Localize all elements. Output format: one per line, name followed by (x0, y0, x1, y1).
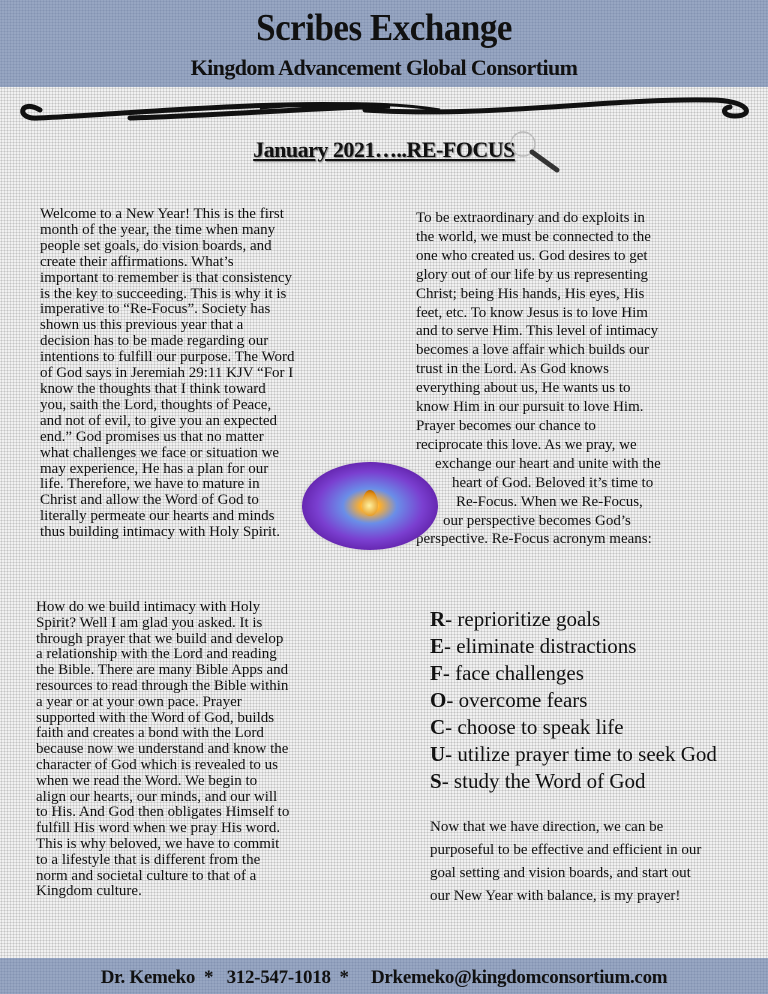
text-line: Now that we have direction, we can be (430, 819, 664, 835)
text-line: know Him in our pursuit to love Him. (416, 399, 644, 416)
issue-title: January 2021…..RE-FOCUS (253, 137, 515, 162)
text-line: feet, etc. To know Jesus is to love Him (416, 304, 648, 321)
text-line: trust in the Lord. As God knows (416, 361, 609, 378)
right-paragraph-2 (430, 816, 701, 908)
text-line: Prayer becomes our chance to (416, 417, 596, 434)
text-line: when we read the Word. We begin to (36, 772, 258, 789)
text-line: the world, we must be connected to the (416, 228, 651, 245)
acronym-letter: U (430, 742, 446, 766)
text-line: This is why beloved, we have to commit (36, 835, 280, 852)
acronym-text: - choose to speak life (445, 715, 624, 739)
text-line: Kingdom culture. (36, 883, 142, 900)
text-line: Christ and allow the Word of God to (40, 492, 259, 509)
text-line: norm and societal culture to that of a (36, 867, 257, 884)
text-line: Spirit? Well I am glad you asked. It is (36, 614, 263, 631)
text-line: Re-Focus. When we Re-Focus, (456, 493, 643, 510)
globe-flame-image (302, 462, 438, 550)
text-line: may experience, He has a plan for our (40, 460, 269, 477)
text-line: and not of evil, to give you an expected (40, 412, 278, 429)
text-line: what challenges we face or situation we (40, 444, 280, 461)
acronym-item (430, 768, 717, 795)
text-line: Christ; being His hands, His eyes, His (416, 285, 645, 302)
text-line: and to serve Him. This level of intimacy (416, 323, 659, 340)
text-line: reciprocate this love. As we pray, we (416, 436, 637, 453)
text-line: intentions to fulfill our purpose. The Word (40, 349, 295, 366)
acronym-item (430, 714, 717, 741)
text-line: end.” God promises us that no matter (40, 428, 264, 445)
text-line: perspective. Re-Focus acronym means: (416, 531, 652, 548)
acronym-text: - face challenges (442, 661, 584, 685)
text-line: supported with the Word of God, builds (36, 709, 275, 726)
left-paragraph-1 (40, 207, 294, 541)
text-line: How do we build intimacy with Holy (36, 599, 261, 615)
text-line: character of God which is revealed to us (36, 756, 278, 773)
footer-band (0, 958, 768, 994)
text-line: everything about us, He wants us to (416, 380, 631, 397)
text-line: month of the year, the time when many (40, 221, 276, 238)
text-line: through prayer that we build and develop (36, 630, 284, 647)
text-line: you, saith the Lord, thoughts of Peace, (40, 396, 272, 413)
text-line: heart of God. Beloved it’s time to (452, 474, 654, 491)
acronym-letter: R (430, 607, 446, 631)
acronym-item (430, 633, 717, 660)
acronym-letter: S (430, 769, 442, 793)
text-line: To be extraordinary and do exploits in (416, 210, 645, 226)
text-line: a relationship with the Lord and reading (36, 646, 277, 663)
left-paragraph-2 (36, 600, 289, 900)
acronym-letter: O (430, 688, 447, 712)
magnifying-glass-icon (505, 130, 565, 175)
swirl-divider-icon (10, 88, 760, 128)
text-line: fulfill His word when we pray His word. (36, 820, 281, 837)
text-line: align our hearts, our minds, and our will (36, 788, 278, 805)
text-line: to His. And God then obligates Himself to (36, 804, 290, 821)
acronym-text: - overcome fears (446, 688, 588, 712)
acronym-item (430, 606, 717, 633)
text-line: life. Therefore, we have to mature in (40, 476, 260, 493)
acronym-text: - eliminate distractions (444, 634, 637, 658)
refocus-acronym-list (430, 606, 717, 795)
newsletter-title: Scribes Exchange (256, 7, 512, 49)
acronym-item (430, 687, 717, 714)
text-line: important to remember is that consistency (40, 269, 293, 286)
text-line: is the key to succeeding. This is why it is (40, 285, 287, 302)
text-line: know the thoughts that I think toward (40, 380, 266, 397)
text-line: the Bible. There are many Bible Apps and (36, 662, 289, 679)
acronym-text: - reprioritize goals (445, 607, 601, 631)
text-line: faith and creates a bond with the Lord (36, 725, 264, 742)
acronym-text: - utilize prayer time to seek God (445, 742, 717, 766)
text-line: Welcome to a New Year! This is the first (40, 206, 284, 222)
text-line: our perspective becomes God’s (443, 512, 631, 529)
text-line: resources to read through the Bible within (36, 677, 289, 694)
text-line: thus building intimacy with Holy Spirit. (40, 524, 280, 541)
text-line: glory out of our life by us representing (416, 266, 649, 283)
text-line: becomes a love affair which builds our (416, 342, 649, 359)
acronym-letter: F (430, 661, 443, 685)
text-line: goal setting and vision boards, and start out (430, 865, 691, 881)
text-line: imperative to “Re-Focus”. Society has (40, 301, 271, 318)
acronym-letter: C (430, 715, 446, 739)
text-line: people set goals, do vision boards, and (40, 237, 272, 254)
acronym-item (430, 660, 717, 687)
text-line: of God says in Jeremiah 29:11 KJV “For I (40, 365, 294, 382)
text-line: a year or at your own pace. Prayer (36, 693, 242, 710)
text-line: purposeful to be effective and efficient in our (430, 842, 702, 858)
text-line: decision has to be made regarding our (40, 333, 269, 350)
newsletter-subtitle: Kingdom Advancement Global Consortium (190, 55, 578, 80)
text-line: our New Year with balance, is my prayer! (430, 888, 681, 904)
right-paragraph-1 (416, 209, 661, 549)
text-line: because now we understand and know the (36, 741, 289, 758)
footer-contact: Dr. Kemeko * 312-547-1018 * Drkemeko@kingdomconsortium.com (100, 967, 668, 988)
text-line: create their affirmations. What’s (40, 253, 234, 270)
text-line: literally permeate our hearts and minds (40, 508, 275, 525)
text-line: to a lifestyle that is different from the (36, 851, 261, 868)
acronym-letter: E (430, 634, 445, 658)
text-line: shown us this previous year that a (40, 317, 244, 334)
acronym-item (430, 741, 717, 768)
text-line: one who created us. God desires to get (416, 247, 648, 264)
flame-drop-icon (362, 490, 378, 516)
acronym-text: - study the Word of God (441, 769, 646, 793)
header-band (0, 0, 768, 87)
text-line: exchange our heart and unite with the (435, 455, 661, 472)
